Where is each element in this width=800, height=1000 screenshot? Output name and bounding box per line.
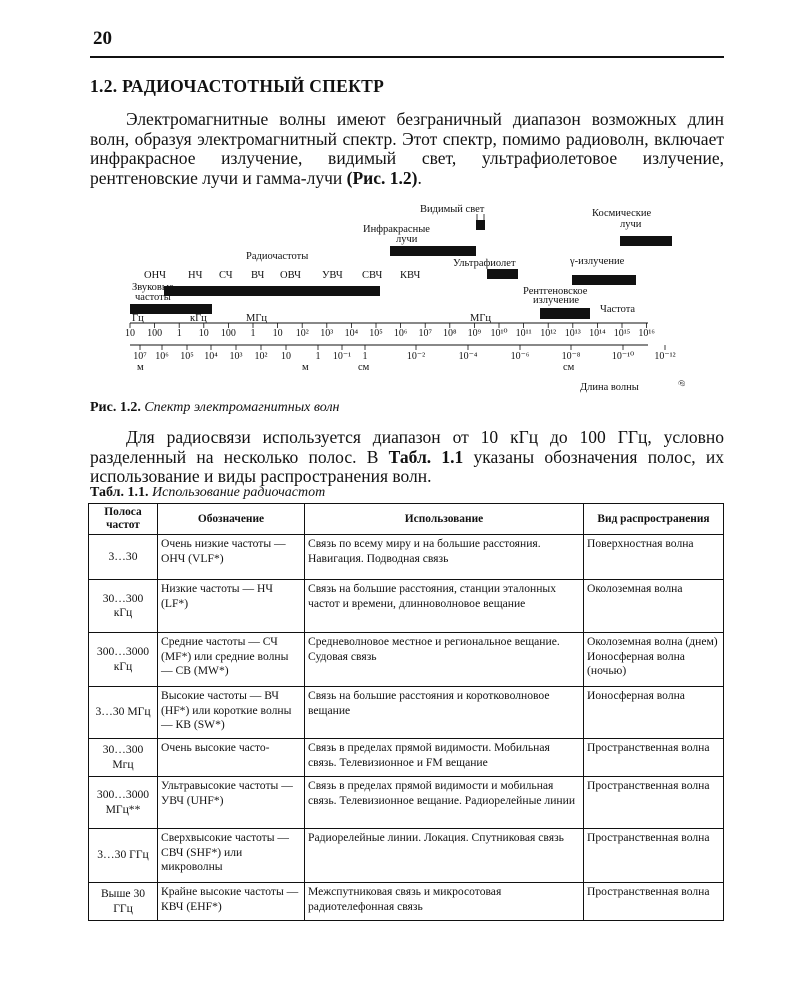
usage-cell: Радиорелейные линии. Локация. Спутниковая связь (305, 829, 584, 883)
designation-cell: Высокие частоты — ВЧ (HF*) или короткие волны — КВ (SW*) (158, 687, 305, 739)
table-row (89, 739, 724, 777)
freq-unit: МГц (470, 313, 492, 324)
band-label: СЧ (219, 270, 233, 281)
wave-tick-label: 10⁻¹² (654, 351, 676, 362)
band-cell: 30…300 Мгц (89, 739, 158, 777)
wave-tick-label: 1 (315, 351, 321, 362)
header-usage: Использование (305, 504, 584, 535)
band-cell: 3…30 (89, 535, 158, 580)
header-propagation: Вид распространения (584, 504, 724, 535)
visible-light-label: Видимый свет (420, 204, 485, 215)
visible-light-bar (476, 220, 485, 230)
freq-tick-label: 10 (125, 328, 135, 339)
usage-cell: Связь на большие расстояния, станции эталонных частот и времени, длинноволновое вещание (305, 580, 584, 633)
band-label: КВЧ (400, 270, 421, 281)
ultraviolet-label: Ультрафиолет (453, 258, 516, 269)
propagation-cell: Пространственная волна (584, 829, 724, 883)
page-number: 20 (93, 28, 112, 49)
freq-tick-label: 10³ (320, 328, 334, 339)
designation-cell: Низкие частоты — НЧ (LF*) (158, 580, 305, 633)
band-label: ОНЧ (144, 270, 166, 281)
xray-label-1: Рентгеновское (523, 286, 588, 297)
freq-tick-label: 10⁵ (369, 328, 383, 339)
header-designation: Обозначение (158, 504, 305, 535)
propagation-cell: Пространственная волна (584, 777, 724, 829)
wave-tick-label: 10 (281, 351, 291, 362)
wave-tick-label: 10⁴ (204, 351, 218, 362)
xray-bar (540, 308, 590, 319)
wave-tick-label: 10³ (229, 351, 243, 362)
freq-unit: кГц (190, 313, 207, 324)
intro-paragraph: Электромагнитные волны имеют безграничный диапазон возможных длин волн, образуя электромагнитный спектр. Этот спектр, помимо радиоволн, включает инфракрасное излучение, видимый свет, ультрафиолетовое излучение, рентгеновские лучи и гамма-лучи (Рис. 1.2). (90, 109, 724, 188)
band-cell: 3…30 МГц (89, 687, 158, 739)
freq-tick-label: 10¹⁵ (613, 328, 631, 339)
usage-cell: Средневолновое местное и региональное вещание. Судовая связь (305, 633, 584, 687)
usage-cell: Связь по всему миру и на большие расстояния. Навигация. Подводная связь (305, 535, 584, 580)
usage-cell: Связь на большие расстояния и коротковолновое вещание (305, 687, 584, 739)
designation-cell: Крайне высокие частоты — КВЧ (EHF*) (158, 883, 305, 921)
freq-tick-label: 10 (198, 328, 209, 339)
freq-tick-label: 10¹⁶ (638, 328, 655, 339)
radio-label: Радиочастоты (246, 251, 309, 262)
section-title: 1.2. РАДИОЧАСТОТНЫЙ СПЕКТР (90, 76, 385, 96)
freq-tick-label: 1 (176, 328, 182, 339)
freq-tick-label: 10 (272, 328, 283, 339)
table-row (89, 777, 724, 829)
wave-tick-label: 10⁶ (155, 351, 169, 362)
freq-unit: МГц (246, 313, 268, 324)
usage-paragraph: Для радиосвязи используется диапазон от 10 кГц до 100 ГГц, условно разделенный на несколько полос. В Табл. 1.1 указаны обозначения полос, их использование и виды распространения волн. (90, 427, 724, 487)
designation-cell: Очень высокие часто- (158, 739, 305, 777)
spectrum-figure (120, 198, 700, 398)
band-cell: 3…30 ГГц (89, 829, 158, 883)
gamma-bar (572, 275, 636, 285)
wave-tick-label: 10⁻⁴ (458, 351, 478, 362)
wave-tick-label: 10⁻⁶ (510, 351, 530, 362)
wave-tick-label: 10⁷ (133, 351, 147, 362)
propagation-cell: Околоземная волна (днем) Ионосферная волна (ночью) (584, 633, 724, 687)
table-row (89, 580, 724, 633)
table-header-row (89, 504, 724, 535)
figure-reference: (Рис. 1.2) (346, 167, 418, 188)
sound-label-1: Звуковые (132, 282, 174, 293)
designation-cell: Средние частоты — СЧ (MF*) или средние волны — СВ (MW*) (158, 633, 305, 687)
designation-cell: Ультравысокие частоты — УВЧ (UHF*) (158, 777, 305, 829)
table-row (89, 633, 724, 687)
wave-tick-label: 10⁵ (180, 351, 194, 362)
infrared-bar (390, 246, 476, 256)
table-row (89, 687, 724, 739)
header-band: Полоса частот (89, 504, 158, 535)
propagation-cell: Поверхностная волна (584, 535, 724, 580)
freq-unit: Гц (132, 313, 144, 324)
wave-unit: см (358, 362, 370, 373)
freq-tick-label: 10¹⁴ (589, 328, 606, 339)
cosmic-label-1: Космические (592, 208, 652, 219)
radio-bar (164, 286, 380, 296)
freq-tick-label: 100 (220, 328, 236, 339)
usage-cell: Связь в пределах прямой видимости и мобильная связь. Телевизионное вещание. Радиорелейные линии (305, 777, 584, 829)
propagation-cell: Ионосферная волна (584, 687, 724, 739)
freq-tick-label: 10⁷ (418, 328, 432, 339)
infrared-label-2: лучи (396, 234, 418, 245)
freq-tick-label: 10² (295, 328, 309, 339)
designation-cell: Очень низкие частоты — ОНЧ (VLF*) (158, 535, 305, 580)
gamma-label: γ-излучение (570, 256, 625, 267)
wave-tick-label: 10⁻¹ (332, 351, 352, 362)
xray-label-2: излучение (533, 295, 580, 306)
band-label: УВЧ (322, 270, 343, 281)
header-rule (90, 56, 724, 58)
usage-cell: Связь в пределах прямой видимости. Мобильная связь. Телевизионное и FM вещание (305, 739, 584, 777)
freq-tick-label: 100 (147, 328, 163, 339)
figure-caption: Рис. 1.2. Спектр электромагнитных волн (90, 400, 340, 415)
propagation-cell: Пространственная волна (584, 883, 724, 921)
wave-tick-label: 10⁻⁸ (561, 351, 581, 362)
wave-unit: м (302, 362, 309, 373)
table-row (89, 829, 724, 883)
table-caption: Табл. 1.1. Использование радиочастот (90, 485, 326, 500)
radio-frequency-table (88, 503, 724, 921)
table-row (89, 883, 724, 921)
wave-unit: м (137, 362, 144, 373)
band-cell: 300…3000 кГц (89, 633, 158, 687)
wave-tick-label: 10⁻² (406, 351, 426, 362)
cosmic-bar (620, 236, 672, 246)
wavelength-axis-label: Длина волны (580, 382, 639, 393)
wave-unit: см (563, 362, 575, 373)
band-label: ОВЧ (280, 270, 301, 281)
propagation-cell: Околоземная волна (584, 580, 724, 633)
side-mark: @ (678, 380, 686, 387)
sound-label-2: частоты (135, 292, 171, 303)
wave-tick-label: 10² (254, 351, 268, 362)
wave-tick-label: 10⁻¹⁰ (611, 351, 635, 362)
band-label: НЧ (188, 270, 203, 281)
wave-tick-label: 1 (362, 351, 368, 362)
freq-tick-label: 1 (250, 328, 256, 339)
usage-cell: Межспутниковая связь и микросотовая радиотелефонная связь (305, 883, 584, 921)
ultraviolet-bar (487, 269, 518, 279)
band-cell: Выше 30 ГГц (89, 883, 158, 921)
freq-tick-label: 10¹² (540, 328, 557, 339)
table-reference: Табл. 1.1 (388, 446, 464, 467)
propagation-cell: Пространственная волна (584, 739, 724, 777)
freq-tick-label: 10¹³ (564, 328, 581, 339)
cosmic-label-2: лучи (620, 219, 642, 230)
band-label: СВЧ (362, 270, 383, 281)
freq-tick-label: 10⁶ (393, 328, 408, 339)
band-cell: 30…300 кГц (89, 580, 158, 633)
freq-tick-label: 10⁹ (467, 328, 482, 339)
designation-cell: Сверхвысокие частоты — СВЧ (SHF*) или микроволны (158, 829, 305, 883)
table-row (89, 535, 724, 580)
freq-tick-label: 10⁴ (344, 328, 359, 339)
frequency-axis-label: Частота (600, 304, 636, 315)
freq-tick-label: 10¹¹ (515, 328, 532, 339)
freq-tick-label: 10¹⁰ (490, 328, 508, 339)
band-cell: 300…3000 МГц** (89, 777, 158, 829)
band-label: ВЧ (251, 270, 265, 281)
infrared-label-1: Инфракрасные (363, 224, 430, 235)
freq-tick-label: 10⁸ (443, 328, 457, 339)
